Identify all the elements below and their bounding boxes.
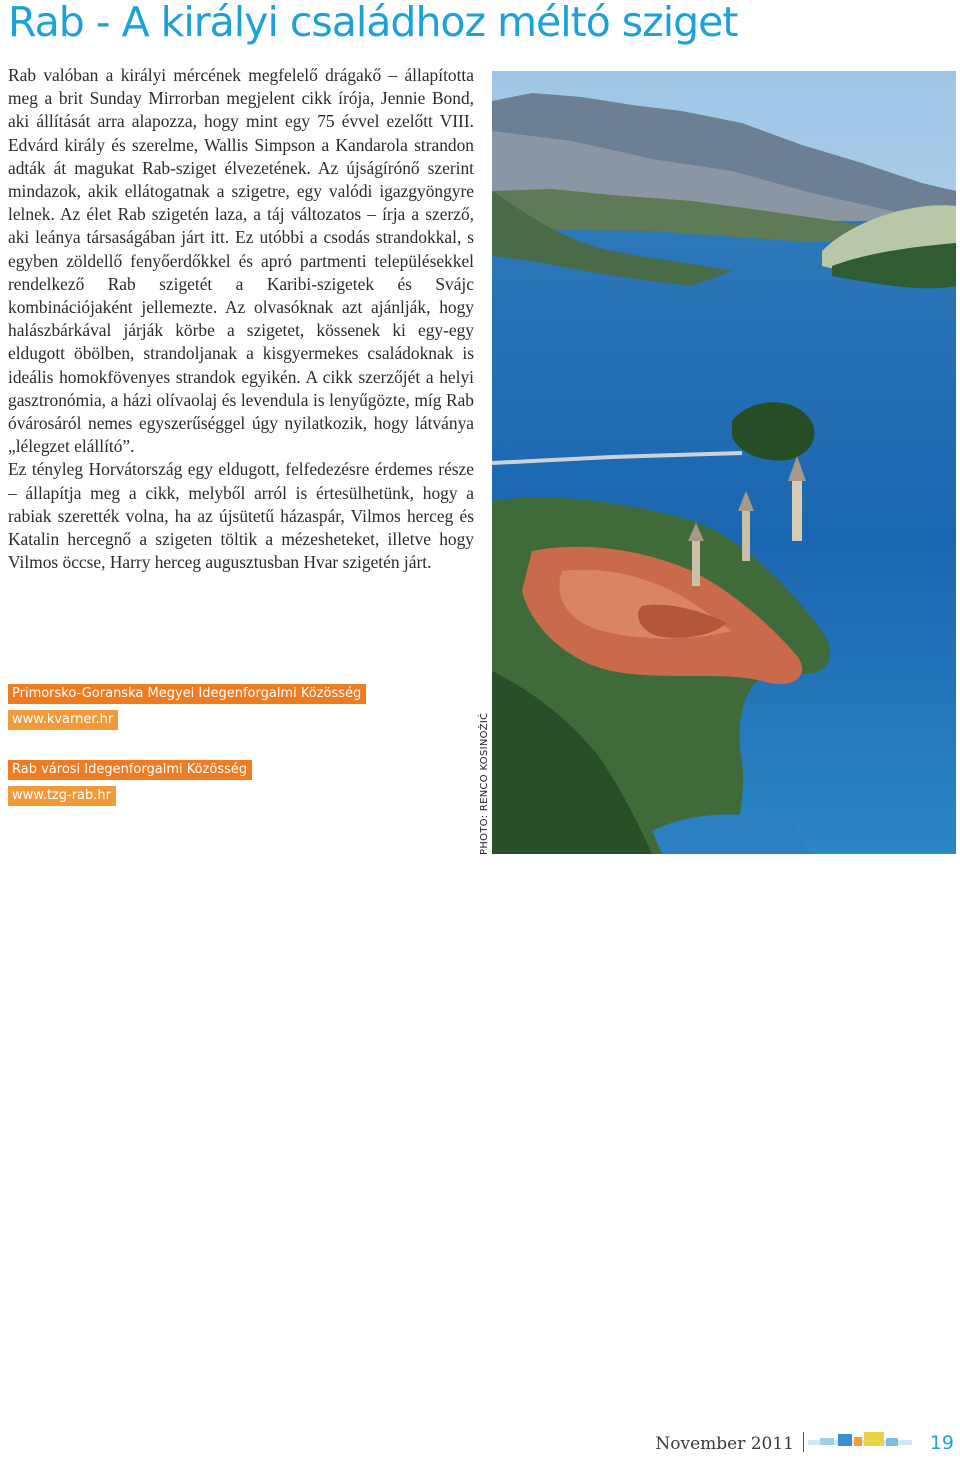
- article-paragraph-2: Ez tényleg Horvátország egy eldugott, felfedezésre érdemes része – állapítja meg a cikk, melyből arról is értesülhetünk, hogy a rabiak szerették volna, ha az újsütetű házaspár, Vilmos herceg és Katalin hercegnő a szigeten töltik a mézesheteket, illetve hogy Vilmos öccse, Harry herceg augusztusban Hvar szigetén járt.: [8, 459, 474, 573]
- contact-item: [8, 682, 366, 734]
- contact-item: [8, 758, 366, 810]
- footer-divider: [803, 1432, 804, 1452]
- article-body: [8, 64, 474, 574]
- page-number: 19: [929, 1432, 954, 1454]
- contact-url-link[interactable]: www.kvarner.hr: [8, 710, 118, 730]
- page-title: Rab - A királyi családhoz méltó sziget: [8, 0, 738, 46]
- contact-org-name: Primorsko-Goranska Megyei Idegenforgalmi Közösség: [8, 684, 366, 704]
- issue-date: November 2011: [655, 1434, 794, 1454]
- contact-org-name: Rab városi Idegenforgalmi Közösség: [8, 760, 252, 780]
- contacts-box: [8, 682, 366, 834]
- contact-url-link[interactable]: www.tzg-rab.hr: [8, 786, 116, 806]
- rab-island-aerial-photo: [492, 71, 956, 854]
- article-paragraph-1: Rab valóban a királyi mércének megfelelő drágakő – állapította meg a brit Sunday Mirrorban megjelent cikk írója, Jennie Bond, aki állítását arra alapozza, hogy mint egy 75 évvel ezelőtt VIII. Edvárd király és szerelme, Wallis Simpson a Kandarola strandon adták át magukat Rab-sziget élvezetének. Az újságírónő szerint mindazok, akik ellátogatnak a szigetre, egy valódi igazgyöngyre lelnek. Az élet Rab szigetén laza, a táj változatos – írja a szerző, aki leánya társaságában járt itt. Ez utóbbi a csodás strandokkal, s egyben zöldellő fenyőerdőkkel és apró partmenti településekkel rendelkező Rab szigetét a Karibi-szigetek és Svájc kombinációjaként jellemezte. Az olvasóknak azt ajánlják, hogy halászbárkával járják körbe a szigetet, kössenek ki egy-egy eldugott öbölben, strandoljanak a kisgyermekes családoknak is ideális homokfövenyes strandok egyikén. A cikk szerzőjét a helyi gasztronómia, a házi olívaolaj és levendula is lenyűgözte, míg Rab óvárosáról nemes egyszerűséggel úgy nyilatkozik, hogy látványa „lélegzet elállító”.: [8, 65, 474, 457]
- magazine-logo-icon: [808, 1428, 912, 1452]
- photo-credit: PHOTO: RENCO KOSINOŽIĆ: [479, 712, 490, 855]
